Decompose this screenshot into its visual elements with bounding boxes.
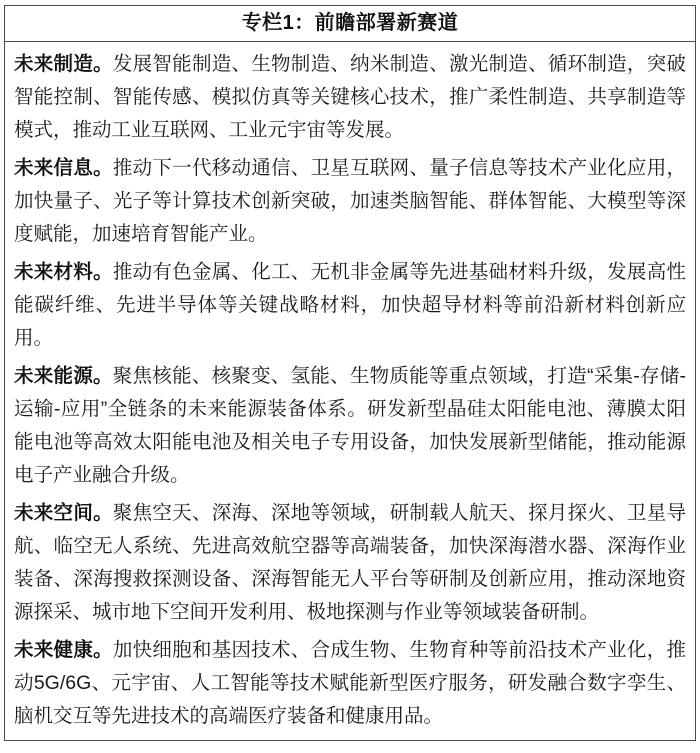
paragraph-future-space	[14, 497, 686, 629]
lead-future-information: 未来信息。	[14, 157, 113, 179]
callout-title: 专栏1：前瞻部署新赛道	[5, 6, 695, 42]
lead-future-manufacturing: 未来制造。	[14, 53, 113, 75]
paragraph-future-health	[14, 634, 686, 733]
text-future-health: 加快细胞和基因技术、合成生物、生物育种等前沿技术产业化，推动5G/6G、元宇宙、人工智能等技术赋能新型医疗服务，研发融合数字孪生、脑机交互等先进技术的高端医疗装备和健康用品。	[14, 639, 686, 727]
text-future-space: 聚焦空天、深海、深地等领域，研制载人航天、探月探火、卫星导航、临空无人系统、先进高效航空器等高端装备，加快深海潜水器、深海作业装备、深海搜救探测设备、深海智能无人平台等研制及创新应用，推动深地资源探采、城市地下空间开发利用、极地探测与作业等领域装备研制。	[14, 502, 686, 623]
text-future-manufacturing: 发展智能制造、生物制造、纳米制造、激光制造、循环制造，突破智能控制、智能传感、模拟仿真等关键核心技术，推广柔性制造、共享制造等模式，推动工业互联网、工业元宇宙等发展。	[14, 53, 686, 141]
paragraph-future-information	[14, 152, 686, 251]
paragraph-future-energy	[14, 360, 686, 492]
text-future-energy: 聚焦核能、核聚变、氢能、生物质能等重点领域，打造“采集-存储-运输-应用”全链条的未来能源装备体系。研发新型晶硅太阳能电池、薄膜太阳能电池等高效太阳能电池及相关电子专用设备，加快发展新型储能，推动能源电子产业融合升级。	[14, 365, 686, 486]
callout-box	[4, 5, 696, 741]
paragraph-future-manufacturing	[14, 48, 686, 147]
paragraph-future-materials	[14, 256, 686, 355]
lead-future-health: 未来健康。	[14, 639, 113, 661]
text-future-materials: 推动有色金属、化工、无机非金属等先进基础材料升级，发展高性能碳纤维、先进半导体等关键战略材料，加快超导材料等前沿新材料创新应用。	[14, 261, 686, 349]
text-future-information: 推动下一代移动通信、卫星互联网、量子信息等技术产业化应用，加快量子、光子等计算技术创新突破，加速类脑智能、群体智能、大模型等深度赋能，加速培育智能产业。	[14, 157, 686, 245]
callout-body	[5, 42, 695, 740]
lead-future-energy: 未来能源。	[14, 365, 113, 387]
lead-future-space: 未来空间。	[14, 502, 113, 524]
lead-future-materials: 未来材料。	[14, 261, 113, 283]
